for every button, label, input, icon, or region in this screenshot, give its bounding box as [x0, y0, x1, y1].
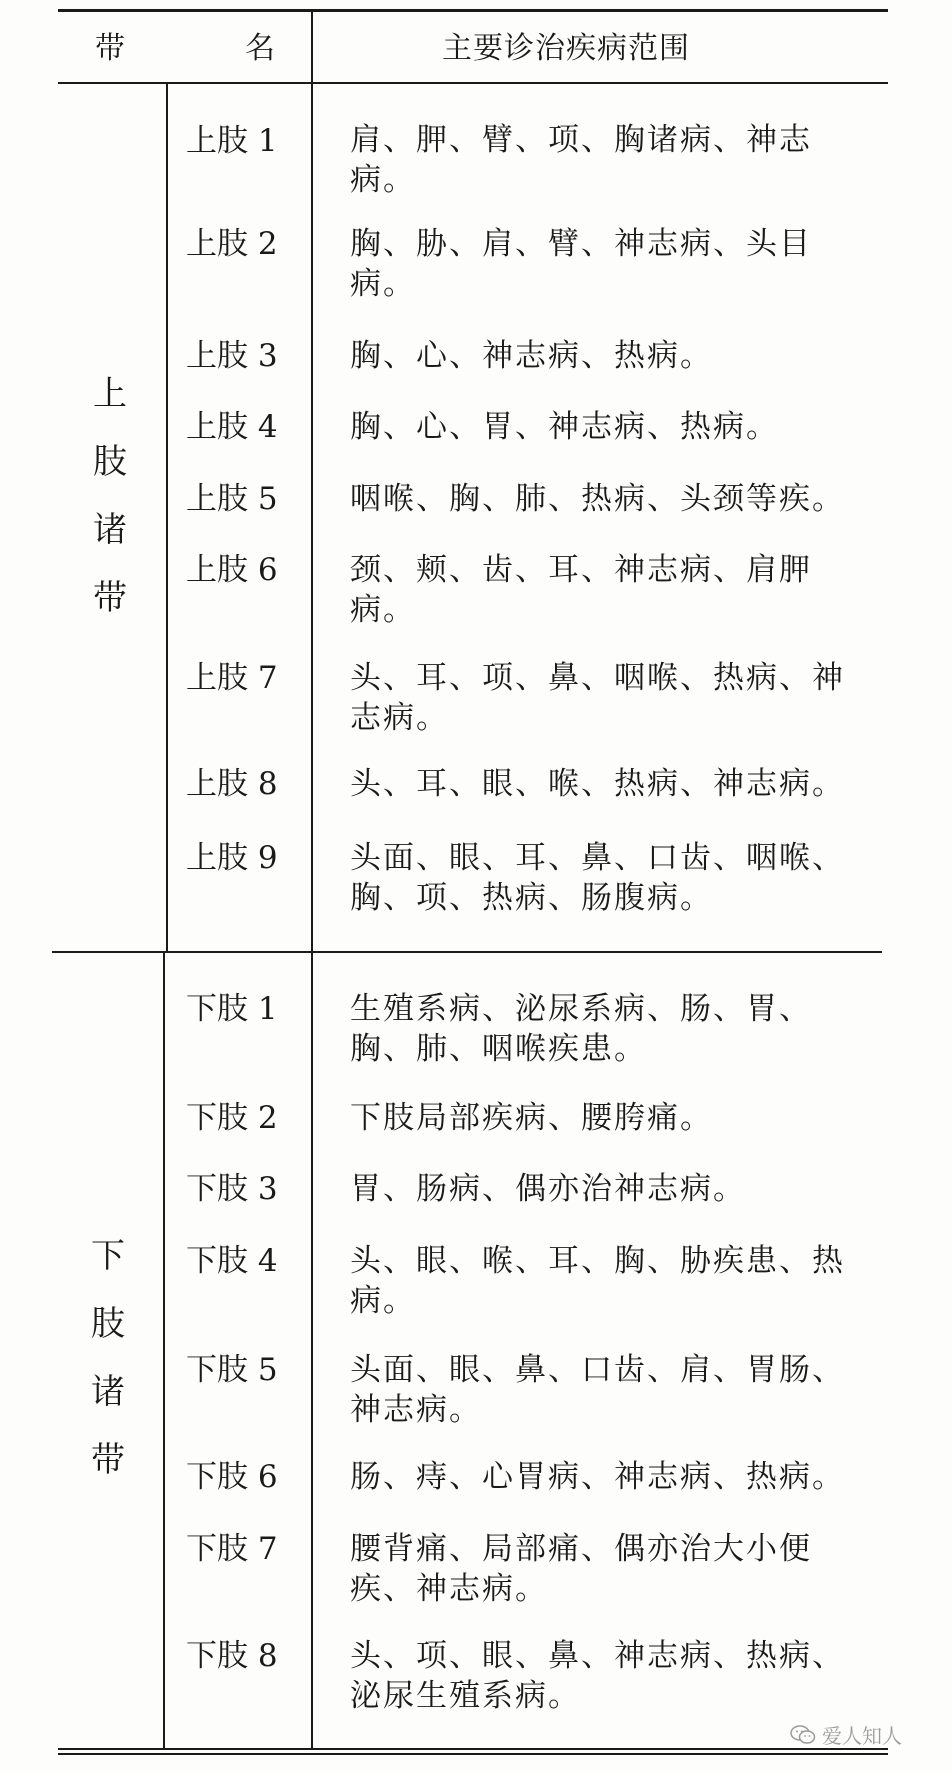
row-name: 上肢 9	[186, 840, 278, 876]
row-name: 下肢 7	[186, 1531, 278, 1567]
lower-name-column-divider	[311, 953, 313, 1748]
upper-group-column-divider	[166, 84, 168, 951]
row-name: 上肢 6	[186, 552, 278, 588]
group-label-lower: 下肢诸带	[91, 1236, 125, 1480]
row-name: 下肢 4	[186, 1243, 278, 1279]
row-name: 上肢 8	[186, 766, 278, 802]
row-desc: 咽喉、胸、肺、热病、头颈等疾。	[350, 481, 845, 517]
row-name: 下肢 5	[186, 1352, 278, 1388]
row-name: 上肢 4	[186, 409, 278, 445]
row-name: 下肢 6	[186, 1459, 278, 1495]
header-column-divider	[311, 12, 313, 82]
row-desc: 头、耳、眼、喉、热病、神志病。	[350, 766, 845, 802]
row-name: 上肢 3	[186, 338, 278, 374]
watermark	[790, 1720, 902, 1749]
header-rule	[58, 82, 888, 84]
header-col-ming: 名	[245, 31, 275, 66]
row-name: 下肢 8	[186, 1638, 278, 1674]
row-name: 下肢 1	[186, 991, 278, 1027]
row-desc: 胸、心、胃、神志病、热病。	[350, 409, 779, 445]
row-desc: 肠、痔、心胃病、神志病、热病。	[350, 1459, 845, 1495]
upper-name-column-divider	[311, 84, 313, 951]
row-desc: 胸、胁、肩、臂、神志病、头目病。	[350, 226, 812, 302]
watermark-text: 爱人知人	[822, 1724, 902, 1748]
row-desc: 头、眼、喉、耳、胸、胁疾患、热病。	[350, 1243, 845, 1319]
row-desc: 肩、胛、臂、项、胸诸病、神志病。	[350, 122, 812, 198]
row-desc: 胸、心、神志病、热病。	[350, 338, 713, 374]
row-desc: 下肢局部疾病、腰胯痛。	[350, 1100, 713, 1136]
bottom-rule	[58, 1748, 888, 1750]
top-rule	[58, 9, 888, 12]
row-desc: 胃、肠病、偶亦治神志病。	[350, 1171, 746, 1207]
header-col-range: 主要诊治疾病范围	[442, 31, 690, 66]
row-name: 下肢 3	[186, 1171, 278, 1207]
row-desc: 头面、眼、耳、鼻、口齿、咽喉、胸、项、热病、肠腹病。	[350, 840, 845, 916]
lower-group-column-divider	[163, 953, 165, 1748]
row-desc: 生殖系病、泌尿系病、肠、胃、胸、肺、咽喉疾患。	[350, 991, 812, 1067]
wechat-icon	[790, 1725, 816, 1745]
row-name: 下肢 2	[186, 1100, 278, 1136]
row-desc: 头面、眼、鼻、口齿、肩、胃肠、神志病。	[350, 1352, 845, 1428]
row-desc: 头、项、眼、鼻、神志病、热病、泌尿生殖系病。	[350, 1638, 845, 1714]
row-desc: 颈、颊、齿、耳、神志病、肩胛病。	[350, 552, 812, 628]
row-name: 上肢 7	[186, 660, 278, 696]
group-label-upper: 上肢诸带	[93, 374, 127, 618]
row-desc: 头、耳、项、鼻、咽喉、热病、神志病。	[350, 660, 845, 736]
row-desc: 腰背痛、局部痛、偶亦治大小便疾、神志病。	[350, 1531, 812, 1607]
row-name: 上肢 1	[186, 123, 278, 159]
bottom-rule-double	[58, 1753, 888, 1755]
row-name: 上肢 5	[186, 481, 278, 517]
row-name: 上肢 2	[186, 226, 278, 262]
header-col-dai: 带	[95, 31, 125, 66]
section-divider-rule	[52, 951, 882, 953]
